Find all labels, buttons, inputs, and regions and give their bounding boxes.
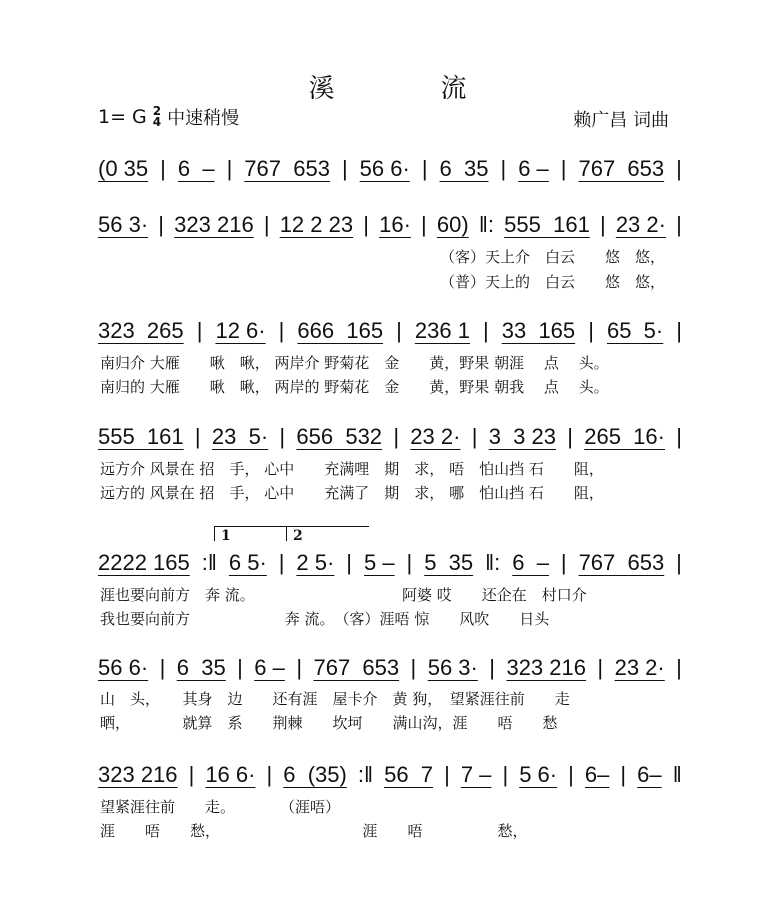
barline: | bbox=[263, 212, 270, 237]
measure: 323 216 bbox=[98, 762, 178, 787]
measure: 60) bbox=[436, 212, 469, 237]
measure: 12 2 23 bbox=[279, 212, 354, 237]
measure: 6 – bbox=[512, 550, 549, 575]
barline: | bbox=[471, 424, 478, 449]
barline: ‖ bbox=[672, 762, 682, 787]
measure: 6 35 bbox=[439, 156, 489, 181]
measure: 23 5· bbox=[211, 424, 269, 449]
measure: 5 35 bbox=[424, 550, 474, 575]
barline: | bbox=[597, 655, 604, 680]
barline: | bbox=[159, 655, 166, 680]
measure: 16· bbox=[379, 212, 411, 237]
notation-row bbox=[98, 762, 682, 788]
barline: | bbox=[363, 212, 369, 237]
measure: 6 – bbox=[254, 655, 285, 680]
measure: 666 165 bbox=[297, 318, 384, 343]
measure: 6– bbox=[584, 762, 610, 787]
measure: 12 6· bbox=[215, 318, 266, 343]
lyric-line: 涯也要向前方 奔 流。 阿婆 哎 还企在 村口介 bbox=[100, 586, 587, 604]
volta-bracket: 1 bbox=[214, 526, 289, 541]
barline: | bbox=[676, 655, 682, 680]
barline: :‖ bbox=[357, 762, 374, 787]
lyric-line: 山 头， 其身 边 还有涯 屋卡介 黄 狗， 望紧涯往前 走 bbox=[100, 690, 570, 708]
lyric-line: （普）天上的 白云 悠 悠， bbox=[440, 273, 666, 291]
lyric-line: 我也要向前方 奔 流。 （客）涯唔 惊 风吹 日头 bbox=[100, 610, 550, 628]
barline: | bbox=[676, 550, 682, 575]
time-bottom: 4 bbox=[152, 115, 162, 129]
measure: 23 2· bbox=[615, 212, 666, 237]
notation-row bbox=[98, 318, 682, 344]
lyric-line: （客）天上介 白云 悠 悠， bbox=[440, 248, 666, 266]
song-title: 溪 流 bbox=[308, 74, 507, 104]
measure: 65 5· bbox=[606, 318, 664, 343]
barline: | bbox=[341, 156, 348, 181]
barline: | bbox=[620, 762, 627, 787]
measure: 56 7 bbox=[384, 762, 434, 787]
barline: | bbox=[482, 318, 489, 343]
barline: | bbox=[567, 424, 573, 449]
measure: 767 653 bbox=[578, 550, 665, 575]
lyric-line: 晒， 就算 系 荆棘 坎坷 满山沟，涯 唔 愁 bbox=[100, 714, 558, 732]
author-credit: 赖广昌 词曲 bbox=[573, 110, 669, 131]
lyric-line: 南归的 大雁 啾 啾， 两岸的 野菊花 金 黄，野果 朝我 点 头。 bbox=[100, 378, 609, 396]
measure: 6 – bbox=[177, 156, 215, 181]
measure: 6 (35) bbox=[283, 762, 347, 787]
barline: ‖: bbox=[485, 550, 501, 575]
barline: | bbox=[158, 212, 165, 237]
measure: 23 2· bbox=[410, 424, 461, 449]
barline: | bbox=[410, 655, 417, 680]
time-signature bbox=[153, 106, 161, 128]
measure: 5 – bbox=[363, 550, 395, 575]
measure: 56 3· bbox=[427, 655, 478, 680]
lyric-line: 远方的 风景在 招 手， 心中 充满了 期 求， 哪 怕山挡 石 阻， bbox=[100, 484, 604, 502]
volta-bracket: 2 bbox=[286, 526, 369, 541]
measure: 767 653 bbox=[313, 655, 400, 680]
measure: 6 – bbox=[518, 156, 549, 181]
barline: | bbox=[278, 318, 285, 343]
barline: ‖: bbox=[478, 212, 495, 237]
measure: 323 216 bbox=[506, 655, 586, 680]
barline: | bbox=[421, 212, 427, 237]
measure: 767 653 bbox=[244, 156, 330, 181]
key-signature bbox=[98, 104, 239, 130]
measure: 6– bbox=[637, 762, 662, 787]
barline: | bbox=[393, 424, 400, 449]
notation-row bbox=[98, 655, 682, 681]
barline: | bbox=[196, 318, 203, 343]
measure: (0 35 bbox=[98, 156, 149, 181]
measure: 555 161 bbox=[504, 212, 590, 237]
tempo-marking: 中速稍慢 bbox=[167, 108, 240, 129]
measure: 6 5· bbox=[228, 550, 267, 575]
barline: | bbox=[502, 762, 509, 787]
measure: 323 265 bbox=[98, 318, 184, 343]
lyric-line: 远方介 风景在 招 手， 心中 充满哩 期 求， 唔 怕山挡 石 阻， bbox=[100, 460, 604, 478]
notation-row bbox=[98, 156, 682, 182]
measure: 656 532 bbox=[296, 424, 383, 449]
barline: | bbox=[676, 424, 682, 449]
barline: | bbox=[421, 156, 428, 181]
measure: 2 5· bbox=[296, 550, 335, 575]
notation-row bbox=[98, 212, 682, 238]
barline: | bbox=[296, 655, 303, 680]
barline: | bbox=[346, 550, 353, 575]
barline: | bbox=[676, 156, 682, 181]
notation-row bbox=[98, 550, 682, 576]
measure: 5 6· bbox=[519, 762, 558, 787]
barline: | bbox=[560, 550, 567, 575]
barline: | bbox=[444, 762, 450, 787]
measure: 56 3· bbox=[98, 212, 149, 237]
barline: | bbox=[676, 318, 682, 343]
measure: 23 2· bbox=[614, 655, 665, 680]
lyric-line: 望紧涯往前 走。 （涯唔） bbox=[100, 798, 341, 816]
barline: | bbox=[568, 762, 574, 787]
measure: 265 16· bbox=[584, 424, 665, 449]
measure: 7 – bbox=[460, 762, 492, 787]
measure: 767 653 bbox=[578, 156, 665, 181]
measure: 555 161 bbox=[98, 424, 184, 449]
measure: 16 6· bbox=[205, 762, 256, 787]
barline: | bbox=[160, 156, 166, 181]
barline: | bbox=[588, 318, 594, 343]
barline: | bbox=[406, 550, 413, 575]
measure: 323 216 bbox=[174, 212, 254, 237]
barline: | bbox=[278, 550, 285, 575]
measure: 3 3 23 bbox=[488, 424, 556, 449]
measure: 2222 165 bbox=[98, 550, 190, 575]
barline: | bbox=[266, 762, 273, 787]
measure: 56 6· bbox=[98, 655, 149, 680]
barline: | bbox=[500, 156, 507, 181]
barline: | bbox=[396, 318, 402, 343]
barline: | bbox=[188, 762, 195, 787]
barline: :‖ bbox=[201, 550, 217, 575]
measure: 236 1 bbox=[414, 318, 470, 343]
time-top: 2 bbox=[152, 104, 162, 118]
tonality: 1= G bbox=[98, 106, 147, 128]
lyric-line: 涯 唔 愁， 涯 唔 愁， bbox=[100, 822, 528, 840]
lyric-line: 南归介 大雁 啾 啾， 两岸介 野菊花 金 黄，野果 朝涯 点 头。 bbox=[100, 354, 609, 372]
barline: | bbox=[560, 156, 567, 181]
barline: | bbox=[599, 212, 606, 237]
notation-row bbox=[98, 424, 682, 450]
barline: | bbox=[226, 156, 233, 181]
barline: | bbox=[489, 655, 496, 680]
measure: 56 6· bbox=[359, 156, 410, 181]
measure: 6 35 bbox=[176, 655, 226, 680]
barline: | bbox=[279, 424, 286, 449]
barline: | bbox=[676, 212, 682, 237]
measure: 33 165 bbox=[501, 318, 576, 343]
barline: | bbox=[237, 655, 243, 680]
barline: | bbox=[194, 424, 201, 449]
